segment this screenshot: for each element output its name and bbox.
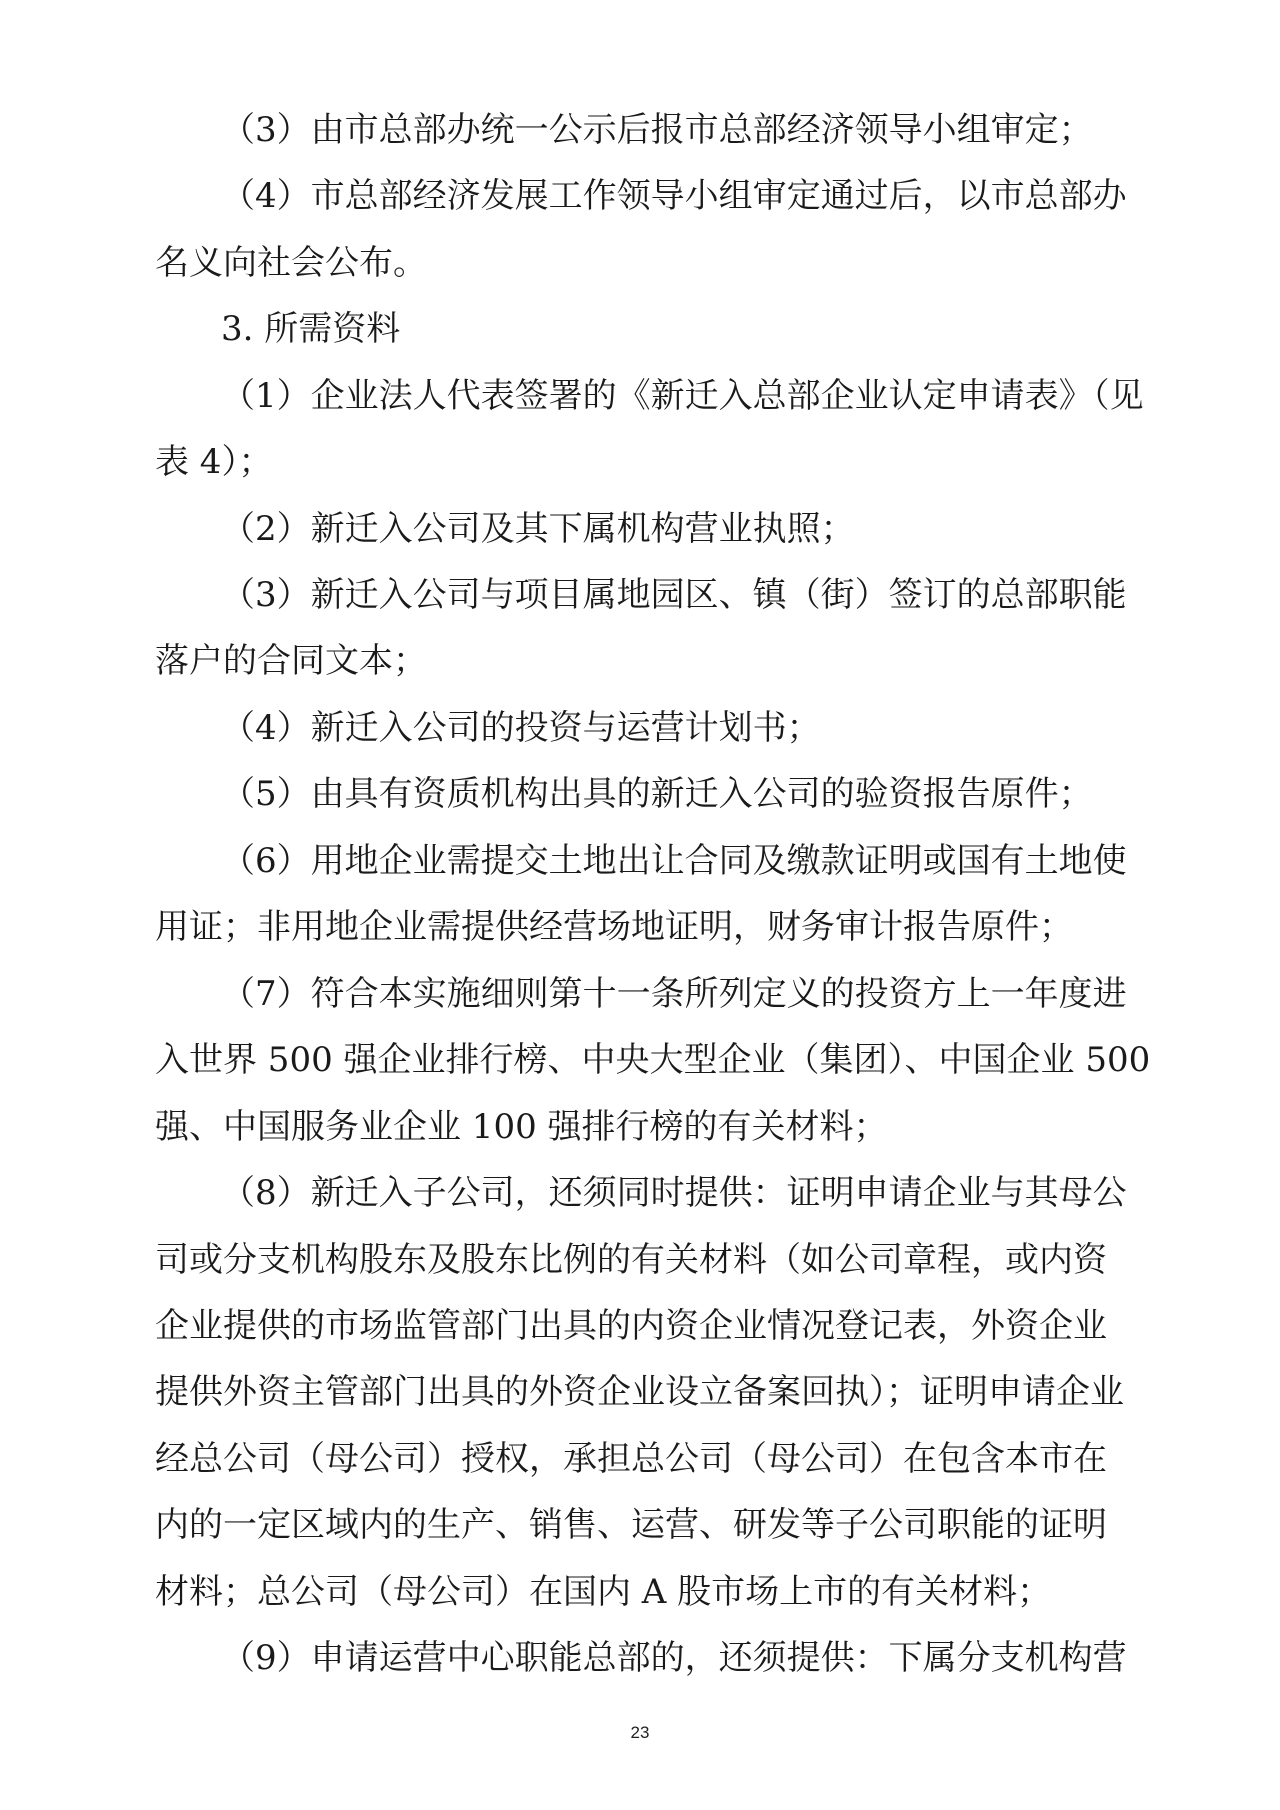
text-line: （6）用地企业需提交土地出让合同及缴款证明或国有土地使	[221, 841, 1127, 881]
text-line: （3）由市总部办统一公示后报市总部经济领导小组审定；	[221, 110, 1093, 150]
text-line: （3）新迁入公司与项目属地园区、镇（街）签订的总部职能	[221, 575, 1127, 615]
text-line: （8）新迁入子公司，还须同时提供：证明申请企业与其母公	[221, 1173, 1127, 1213]
text-line: 表 4）；	[155, 442, 273, 482]
text-line: （2）新迁入公司及其下属机构营业执照；	[221, 509, 855, 549]
text-line: 落户的合同文本；	[155, 641, 427, 681]
text-line: 材料；总公司（母公司）在国内 A 股市场上市的有关材料；	[155, 1572, 1052, 1612]
text-line: （1）企业法人代表签署的《新迁入总部企业认定申请表》（见	[221, 376, 1144, 416]
text-line: 名义向社会公布。	[155, 243, 427, 283]
text-line: （7）符合本实施细则第十一条所列定义的投资方上一年度进	[221, 974, 1127, 1014]
text-line: 内的一定区域内的生产、销售、运营、研发等子公司职能的证明	[155, 1505, 1107, 1545]
text-line: （9）申请运营中心职能总部的，还须提供：下属分支机构营	[221, 1638, 1127, 1678]
text-line: 强、中国服务业企业 100 强排行榜的有关材料；	[155, 1107, 888, 1147]
text-line: （4）新迁入公司的投资与运营计划书；	[221, 708, 821, 748]
text-line: （4）市总部经济发展工作领导小组审定通过后，以市总部办	[221, 176, 1127, 216]
text-line: 经总公司（母公司）授权，承担总公司（母公司）在包含本市在	[155, 1439, 1107, 1479]
text-line: 提供外资主管部门出具的外资企业设立备案回执）；证明申请企业	[155, 1372, 1124, 1412]
text-line: 入世界 500 强企业排行榜、中央大型企业（集团）、中国企业 500	[155, 1040, 1151, 1080]
text-line: 司或分支机构股东及股东比例的有关材料（如公司章程，或内资	[155, 1240, 1107, 1280]
section-heading: 3. 所需资料	[221, 309, 401, 349]
text-line: 企业提供的市场监管部门出具的内资企业情况登记表，外资企业	[155, 1306, 1107, 1346]
page-number: 23	[630, 1723, 650, 1742]
text-line: 用证；非用地企业需提供经营场地证明，财务审计报告原件；	[155, 907, 1073, 947]
text-line: （5）由具有资质机构出具的新迁入公司的验资报告原件；	[221, 774, 1093, 814]
